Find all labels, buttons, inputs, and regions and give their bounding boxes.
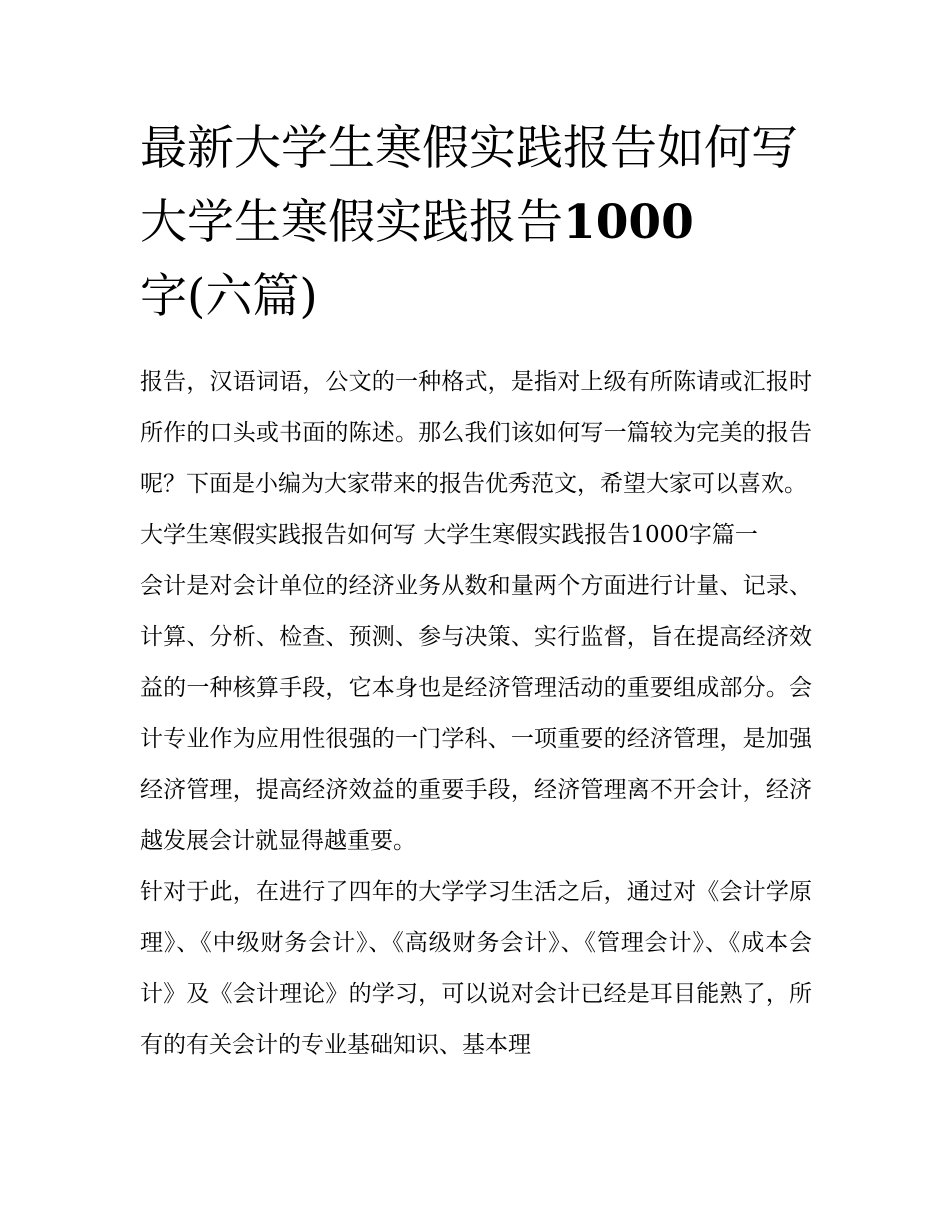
paragraph-accounting-definition: 会计是对会计单位的经济业务从数和量两个方面进行计量、记录、计算、分析、检查、预测、参与决策、实行监督，旨在提高经济效益的一种核算手段，它本身也是经济管理活动的重要组成部分。会计专业作为应用性很强的一门学科、一项重要的经济管理，是加强经济管理，提高经济效益的重要手段，经济管理离不开会计，经济越发展会计就显得越重要。	[140, 573, 812, 854]
paragraph-intro: 报告，汉语词语，公文的一种格式，是指对上级有所陈请或汇报时所作的口头或书面的陈述。那么我们该如何写一篇较为完美的报告呢？下面是小编为大家带来的报告优秀范文，希望大家可以喜欢。	[140, 369, 812, 497]
document-title	[140, 112, 820, 334]
paragraph-study-summary: 针对于此，在进行了四年的大学学习生活之后，通过对《会计学原理》、《中级财务会计》、《高级财务会计》、《管理会计》、《成本会计》及《会计理论》的学习，可以说对会计已经是耳目能熟了，所有的有关会计的专业基础知识、基本理	[140, 879, 812, 1058]
title-text-end: 字(六篇)	[140, 269, 318, 324]
document-body	[140, 357, 812, 1071]
title-number: 1000	[563, 195, 694, 250]
paragraph-section-heading: 大学生寒假实践报告如何写 大学生寒假实践报告1000字篇一	[140, 522, 758, 548]
title-text: 最新大学生寒假实践报告如何写 大学生寒假实践报告	[140, 121, 798, 250]
